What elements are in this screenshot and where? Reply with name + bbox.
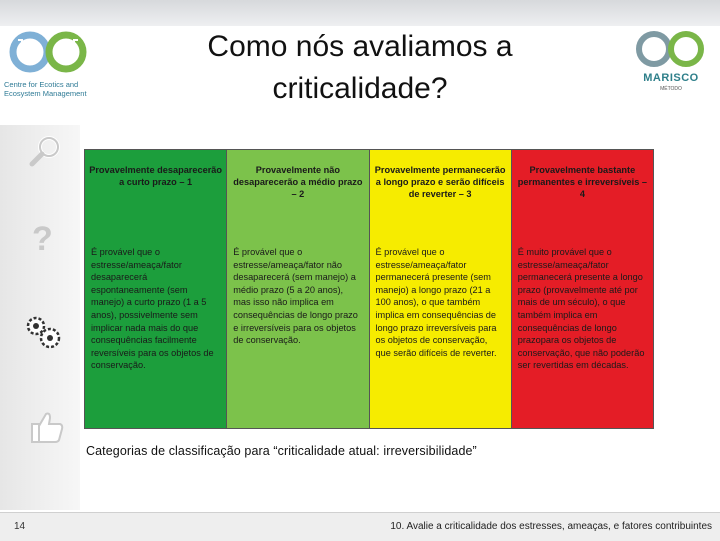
thumbs-up-icon [28,408,68,448]
marisco-logo-mark [628,28,714,72]
marisco-brand: MARISCO [643,72,699,84]
category-header: Provavelmente não desaparecerão a médio prazo – 2 [233,165,363,199]
cem-logo [4,28,114,100]
question-icon [28,218,68,258]
category-description: É provável que o estresse/ameaça/fator permanecerá presente (sem manejo) a longo prazo (21 a 100 anos), o que também implica em consequências de longo prazo irreversíveis para os objetos de conservação, que serão difíceis de reverter. [375,247,497,358]
cem-logo-mark [4,28,114,80]
category-description: É provável que o estresse/ameaça/fator não desaparecerá (sem manejo) a médio prazo (5 a 20 anos), mas isso não implica em consequências de longo prazo e irreversíveis para os objetos de conservação. [233,247,358,346]
marisco-sub: MÉTODO [660,86,682,92]
criticality-table [84,149,654,429]
category-column-2 [226,150,368,428]
footer-text: 10. Avalie a criticalidade dos estresses, ameaças, e fatores contribuintes [390,521,712,532]
top-band [0,0,720,26]
gears-icon [22,312,62,352]
svg-text:?: ? [32,220,53,258]
category-column-4 [511,150,653,428]
magnifier-icon [26,132,66,172]
slide-number: 14 [14,521,26,532]
category-column-3 [369,150,511,428]
category-header: Provavelmente desaparecerão a curto prazo – 1 [89,165,223,187]
category-description: É muito provável que o estresse/ameaça/fator permanecerá presente a longo prazo (provavelmente até por mais de um século), o que também implica em consequências de longo prazopara os objetos de conservação, que não poderão ser revertidas em décadas. [517,247,645,371]
slide-footer [0,512,720,541]
category-header: Provavelmente permanecerão a longo prazo e serão difíceis de reverter – 3 [374,165,506,199]
category-description: É provável que o estresse/ameaça/fator desaparecerá espontaneamente (sem manejo) a curto prazo (1 a 5 anos), possivelmente sem implicar nada mais do que consequências facilmente reversíveis para os objetos de conservação. [91,247,214,371]
table-caption: Categorias de classificação para “criticalidade atual: irreversibilidade” [86,444,477,458]
page-title: Como nós avaliamos a criticalidade? [207,30,513,105]
cem-caption-line1: Centre for Ecotics and [4,80,79,89]
category-column-1 [85,150,226,428]
marisco-logo [628,28,714,96]
cem-caption-line2: Ecosystem Management [4,89,87,98]
category-header: Provavelmente bastante permanentes e irreversíveis – 4 [517,165,647,199]
